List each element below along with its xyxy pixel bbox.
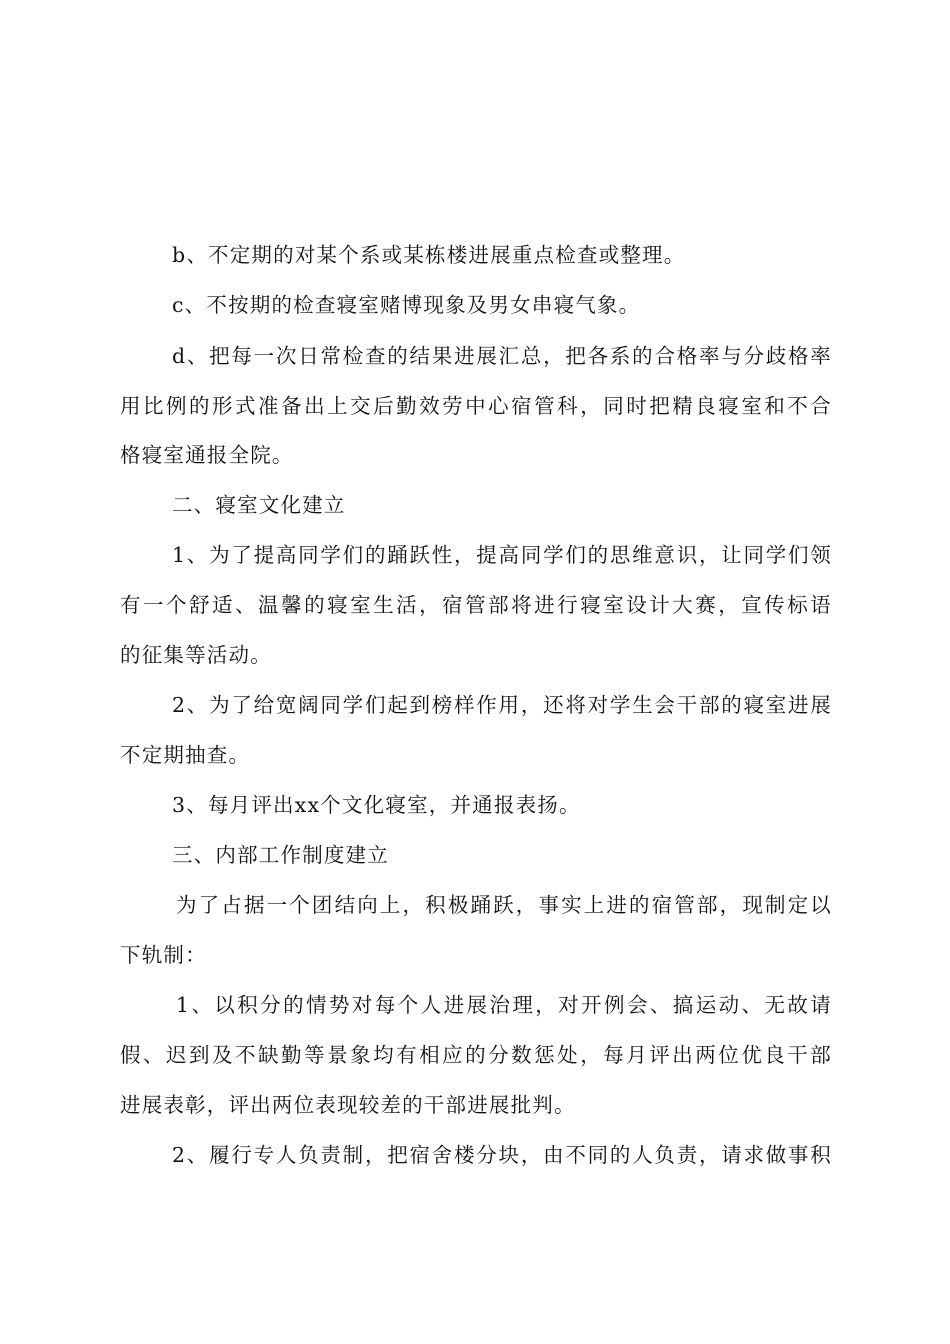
paragraph-b: b、不定期的对某个系或某栋楼进展重点检查或整理。 <box>172 243 686 267</box>
item-2-line-1: 2、为了给宽阔同学们起到榜样作用，还将对学生会干部的寝室进展 <box>172 693 832 717</box>
paragraph-d-line-3: 格寝室通报全院。 <box>120 443 294 467</box>
item-3: 3、每月评出xx个文化寝室，并通报表扬。 <box>172 793 581 817</box>
paragraph-d-line-1: d、把每一次日常检查的结果进展汇总，把各系的合格率与分歧格率 <box>172 344 832 368</box>
rules-intro-line-1: 为了占据一个团结向上，积极踊跃，事实上进的宿管部，现制定以 <box>176 893 832 917</box>
rule-2-line-1: 2、履行专人负责制，把宿舍楼分块，由不同的人负责，请求做事积 <box>172 1143 832 1167</box>
rules-intro-line-2: 下轨制： <box>120 943 207 967</box>
section-heading-3: 三、内部工作制度建立 <box>172 843 389 867</box>
item-1-line-2: 有一个舒适、温馨的寝室生活，宿管部将进行寝室设计大赛，宣传标语 <box>120 593 832 617</box>
paragraph-c: c、不按期的检查寝室赌博现象及男女串寝气象。 <box>172 293 641 317</box>
rule-1-line-1: 1、以积分的情势对每个人进展治理，对开例会、搞运动、无故请 <box>176 993 832 1017</box>
item-1-line-3: 的征集等活动。 <box>120 643 272 667</box>
rule-1-line-3: 进展表彰，评出两位表现较差的干部进展批判。 <box>120 1093 576 1117</box>
section-heading-2: 二、寝室文化建立 <box>172 493 346 517</box>
item-1-line-1: 1、为了提高同学们的踊跃性，提高同学们的思维意识，让同学们领 <box>172 543 832 567</box>
item-2-line-2: 不定期抽查。 <box>120 743 251 767</box>
rule-1-line-2: 假、迟到及不缺勤等景象均有相应的分数惩处，每月评出两位优良干部 <box>120 1043 832 1067</box>
paragraph-d-line-2: 用比例的形式准备出上交后勤效劳中心宿管科，同时把精良寝室和不合 <box>120 394 832 418</box>
